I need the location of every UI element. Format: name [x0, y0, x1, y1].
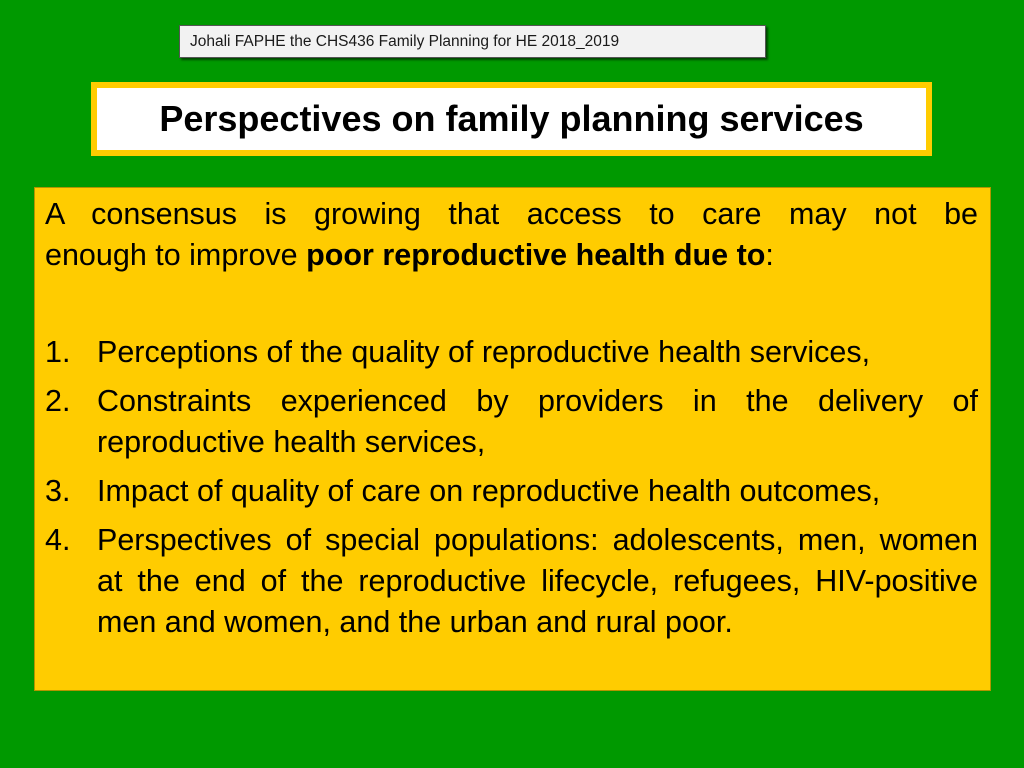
list-item-number: 3.	[45, 474, 71, 508]
list-item-text: Constraints experienced by providers in the delivery of reproductive health services,	[97, 384, 978, 459]
slide-content-box	[34, 187, 991, 691]
list-item	[45, 332, 978, 373]
list-item	[45, 520, 978, 643]
list-item-number: 1.	[45, 335, 71, 369]
list-item-number: 4.	[45, 523, 71, 557]
points-list	[45, 332, 978, 643]
slide-title: Perspectives on family planning services	[159, 98, 864, 139]
intro-line-1: A consensus is growing that access to care may not be	[45, 197, 978, 231]
intro-prefix: enough to improve	[45, 238, 307, 272]
list-item	[45, 471, 978, 512]
list-item-text: Impact of quality of care on reproductive health outcomes,	[97, 474, 881, 508]
intro-emphasis: poor reproductive health due to	[306, 238, 766, 272]
course-header-text: Johali FAPHE the CHS436 Family Planning for HE 2018_2019	[190, 33, 620, 50]
list-item	[45, 381, 978, 463]
course-header-label	[179, 25, 766, 58]
list-item-text: Perceptions of the quality of reproductive health services,	[97, 335, 871, 369]
list-item-number: 2.	[45, 384, 71, 418]
list-item-text: Perspectives of special populations: adolescents, men, women at the end of the reproductive lifecycle, refugees, HIV-positive men and women, and the urban and rural poor.	[97, 523, 978, 639]
slide-title-box	[91, 82, 932, 156]
intro-suffix: :	[765, 238, 774, 272]
intro-paragraph	[45, 194, 978, 276]
